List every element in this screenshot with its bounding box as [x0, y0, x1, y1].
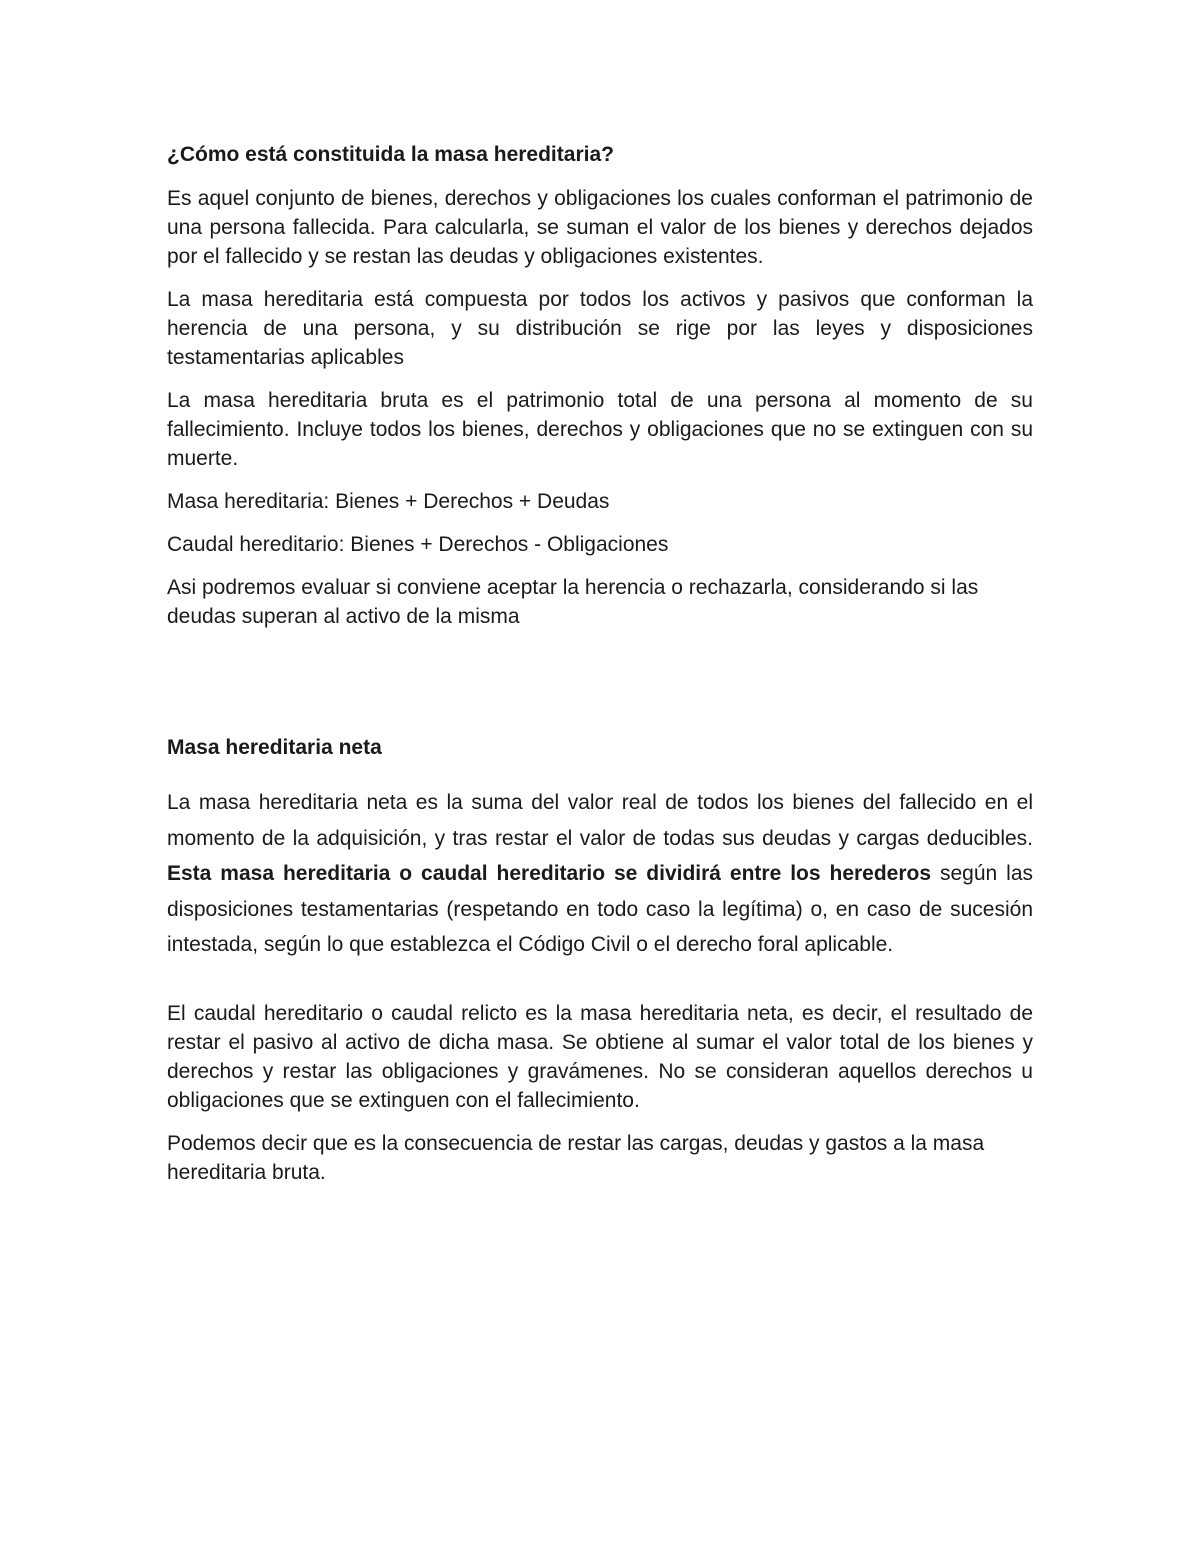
formula-estate: Masa hereditaria: Bienes + Derechos + Deudas — [167, 490, 610, 513]
paragraph-composition: La masa hereditaria está compuesta por todos los activos y pasivos que conforman la herencia de una persona, y su distribución se rige por las leyes y disposiciones testamentarias aplicables — [167, 288, 1033, 369]
section-spacer — [167, 645, 1033, 733]
paragraph-definition: Es aquel conjunto de bienes, derechos y obligaciones los cuales conforman el patrimonio de una persona fallecida. Para calcularla, se suman el valor de los bienes y derechos dejados por el fallecido y se restan las deudas y obligaciones existentes. — [167, 187, 1033, 268]
paragraph-spacer — [167, 977, 1033, 999]
net-estate-text-end: según las disposiciones testamentarias (respetando en todo caso la legítima) o, en caso de sucesión intestada, según lo que establezca el Código Civil o el derecho foral aplicable. — [167, 862, 1033, 956]
paragraph-evaluation: Asi podremos evaluar si conviene aceptar la herencia o rechazarla, considerando si las deudas superan al activo de la misma — [167, 576, 979, 628]
net-estate-text-start: La masa hereditaria neta es la suma del valor real de todos los bienes del fallecido en el momento de la adquisición, y tras restar el valor de todas sus deudas y cargas deducibles. — [167, 791, 1033, 850]
section-heading-net-estate: Masa hereditaria neta — [167, 736, 382, 759]
net-estate-text-bold: Esta masa hereditaria o caudal hereditario se dividirá entre los herederos — [167, 862, 932, 885]
paragraph-gross-estate: La masa hereditaria bruta es el patrimonio total de una persona al momento de su fallecimiento. Incluye todos los bienes, derechos y obligaciones que no se extinguen con su muerte. — [167, 389, 1033, 470]
paragraph-conclusion: Podemos decir que es la consecuencia de restar las cargas, deudas y gastos a la masa hereditaria bruta. — [167, 1131, 985, 1184]
paragraph-net-estate — [167, 785, 1033, 963]
paragraph-caudal-relicto: El caudal hereditario o caudal relicto es la masa hereditaria neta, es decir, el resultado de restar el pasivo al activo de dicha masa. Se obtiene al sumar el valor total de los bienes y derechos y restar las obligaciones y gravámenes. No se consideran aquellos derechos u obligaciones que se extinguen con el fallecimiento. — [167, 1001, 1033, 1112]
formula-inheritance: Caudal hereditario: Bienes + Derechos - Obligaciones — [167, 533, 669, 556]
section-heading-constitution: ¿Cómo está constituida la masa hereditaria? — [167, 143, 614, 166]
document-page — [167, 140, 1033, 1201]
